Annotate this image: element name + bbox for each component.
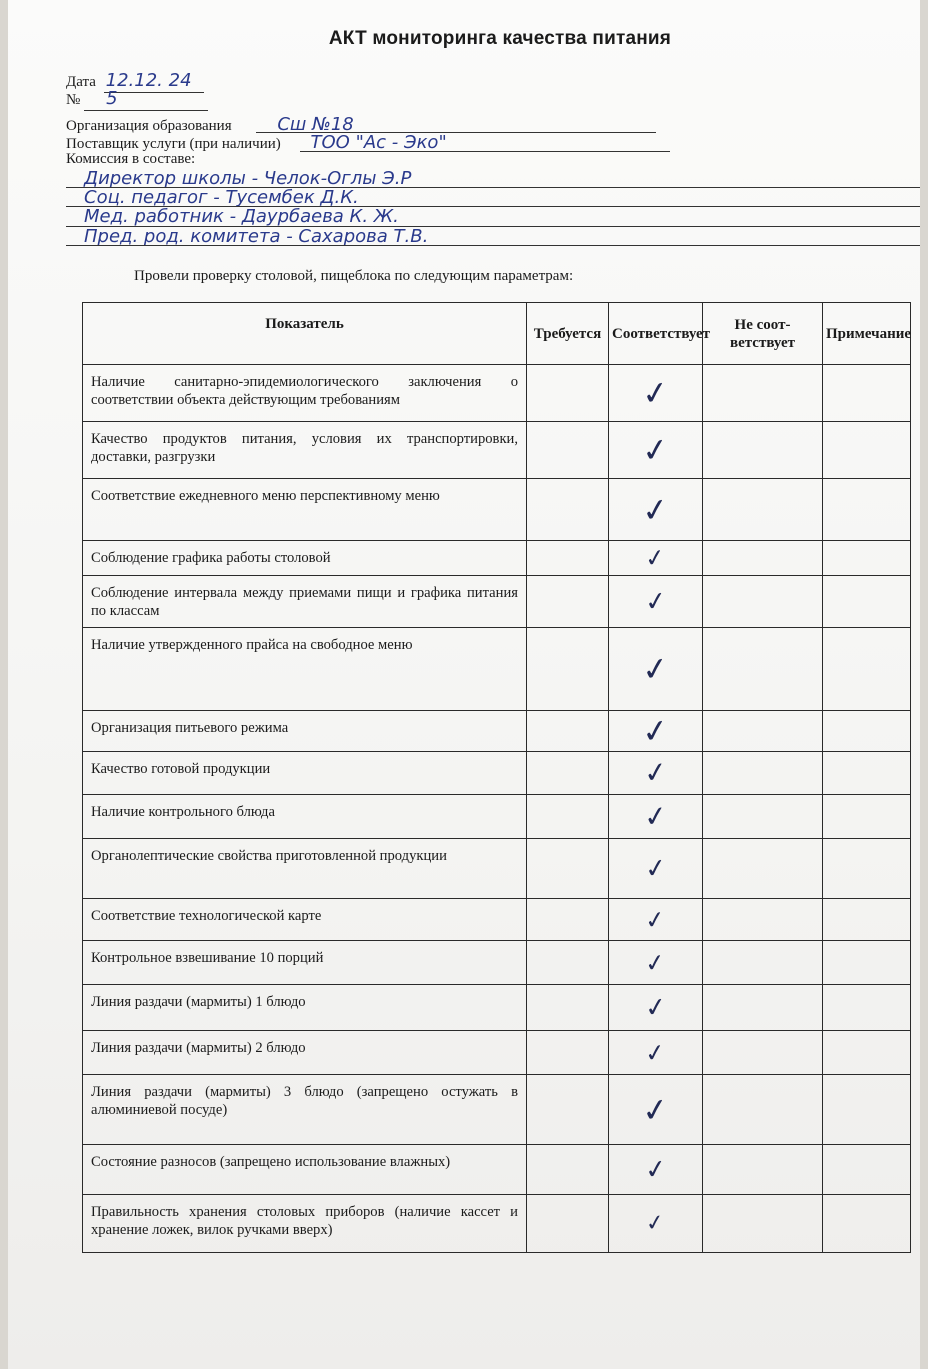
noncompliant-cell [703,1031,823,1075]
note-cell [823,422,911,479]
table-row [83,1195,911,1253]
required-cell [527,941,609,985]
column-header-required: Требуется [527,303,609,365]
compliant-cell [609,628,703,711]
supplier-label: Поставщик услуги (при наличии) [66,136,281,152]
checkmark: ✓ [641,798,670,834]
indicator-cell: Линия раздачи (мармиты) 2 блюдо [83,1031,527,1075]
document-sheet [8,0,920,1369]
checkmark: ✓ [642,852,669,885]
table-row [83,1145,911,1195]
noncompliant-cell [703,941,823,985]
indicator-cell: Соблюдение интервала между приемами пищи и графика питания по классам [83,576,527,628]
note-cell [823,628,911,711]
compliant-cell [609,1075,703,1145]
organization-label: Организация образования [66,118,232,134]
checkmark: ✓ [642,585,669,618]
indicator-cell: Наличие контрольного блюда [83,795,527,839]
compliant-cell [609,1145,703,1195]
commission-member: Соц. педагог - Тусембек Д.К. [84,187,359,208]
noncompliant-cell [703,576,823,628]
required-cell [527,839,609,899]
indicator-cell: Соответствие ежедневного меню перспективному меню [83,479,527,541]
compliant-cell [609,479,703,541]
date-underline [104,92,204,93]
required-cell [527,711,609,752]
table-row [83,711,911,752]
number-label: № [66,92,81,108]
indicator-cell: Линия раздачи (мармиты) 1 блюдо [83,985,527,1031]
checkmark: ✓ [643,904,668,935]
indicator-cell: Организация питьевого режима [83,711,527,752]
compliant-cell [609,422,703,479]
checkmark: ✓ [641,754,670,791]
column-header-compliant: Соответствует [609,303,703,365]
required-cell [527,541,609,576]
checkmark: ✓ [644,1209,667,1237]
table-row [83,365,911,422]
indicator-cell: Контрольное взвешивание 10 порций [83,941,527,985]
note-cell [823,985,911,1031]
commission-label: Комиссия в составе: [66,151,196,167]
compliant-cell [609,985,703,1031]
compliant-cell [609,541,703,576]
note-cell [823,541,911,576]
checkmark: ✓ [639,1088,672,1131]
checkmark: ✓ [639,488,672,531]
table-row [83,1075,911,1145]
commission-member: Директор школы - Челок-Оглы Э.Р [84,168,412,189]
required-cell [527,1075,609,1145]
supplier-underline [300,151,670,152]
indicator-cell: Соответствие технологической карте [83,899,527,941]
compliant-cell [609,1195,703,1253]
required-cell [527,1145,609,1195]
noncompliant-cell [703,1145,823,1195]
indicator-cell: Правильность хранения столовых приборов (наличие кассет и хранение ложек, вилок ручками вверх) [83,1195,527,1253]
indicator-cell: Состояние разносов (запрещено использование влажных) [83,1145,527,1195]
table-row [83,839,911,899]
checkmark: ✓ [639,429,672,471]
note-cell [823,1145,911,1195]
required-cell [527,1195,609,1253]
note-cell [823,576,911,628]
number-value: 5 [106,88,118,109]
checkmark: ✓ [643,947,668,978]
required-cell [527,365,609,422]
note-cell [823,365,911,422]
checkmark: ✓ [642,991,669,1024]
required-cell [527,795,609,839]
note-cell [823,1075,911,1145]
noncompliant-cell [703,365,823,422]
note-cell [823,839,911,899]
note-cell [823,1195,911,1253]
required-cell [527,479,609,541]
table-row [83,985,911,1031]
checkmark: ✓ [639,372,672,414]
intro-text: Провели проверку столовой, пищеблока по следующим параметрам: [134,268,574,284]
compliant-cell [609,711,703,752]
table-row [83,576,911,628]
required-cell [527,1031,609,1075]
indicator-cell: Наличие утвержденного прайса на свободное меню [83,628,527,711]
noncompliant-cell [703,752,823,795]
required-cell [527,752,609,795]
noncompliant-cell [703,1195,823,1253]
column-header-indicator: Показатель [83,303,527,365]
note-cell [823,752,911,795]
note-cell [823,711,911,752]
note-cell [823,479,911,541]
number-underline [84,110,208,111]
compliant-cell [609,899,703,941]
note-cell [823,899,911,941]
column-header-note: Примечание [823,303,911,365]
commission-member: Мед. работник - Даурбаева К. Ж. [84,206,399,227]
compliant-cell [609,795,703,839]
checkmark: ✓ [639,710,672,752]
table-row [83,541,911,576]
indicator-cell: Соблюдение графика работы столовой [83,541,527,576]
compliant-cell [609,576,703,628]
required-cell [527,576,609,628]
required-cell [527,628,609,711]
noncompliant-cell [703,711,823,752]
indicator-cell: Качество готовой продукции [83,752,527,795]
noncompliant-cell [703,422,823,479]
table-row [83,479,911,541]
document-title: АКТ мониторинга качества питания [328,28,672,49]
number-field [66,88,118,109]
table-header-row [83,303,911,365]
compliant-cell [609,839,703,899]
indicator-cell: Качество продуктов питания, условия их транспортировки, доставки, разгрузки [83,422,527,479]
compliant-cell [609,752,703,795]
noncompliant-cell [703,839,823,899]
note-cell [823,941,911,985]
indicator-cell: Наличие санитарно-эпидемиологического заключения о соответствии объекта действующим требованиям [83,365,527,422]
supplier-value: ТОО "Ас - Эко" [310,132,447,153]
supplier-field [66,132,447,153]
compliant-cell [609,365,703,422]
indicator-cell: Линия раздачи (мармиты) 3 блюдо (запрещено остужать в алюминиевой посуде) [83,1075,527,1145]
note-cell [823,1031,911,1075]
date-label: Дата [66,74,96,90]
noncompliant-cell [703,899,823,941]
column-header-noncompliant: Не соот-ветствует [703,303,823,365]
inspection-table [82,302,911,1253]
indicator-cell: Органолептические свойства приготовленной продукции [83,839,527,899]
required-cell [527,422,609,479]
checkmark: ✓ [639,648,672,690]
noncompliant-cell [703,541,823,576]
table-row [83,628,911,711]
checkmark: ✓ [642,1153,669,1186]
commission-member: Пред. род. комитета - Сахарова Т.В. [84,226,429,247]
table-row [83,795,911,839]
noncompliant-cell [703,479,823,541]
organization-value: Сш №18 [277,114,354,135]
compliant-cell [609,1031,703,1075]
checkmark: ✓ [643,542,668,574]
table-row [83,1031,911,1075]
required-cell [527,899,609,941]
table-row [83,941,911,985]
date-value: 12.12. 24 [105,70,192,91]
compliant-cell [609,941,703,985]
noncompliant-cell [703,1075,823,1145]
checkmark: ✓ [643,1037,668,1068]
noncompliant-cell [703,985,823,1031]
table-row [83,899,911,941]
noncompliant-cell [703,628,823,711]
required-cell [527,985,609,1031]
table-row [83,422,911,479]
noncompliant-cell [703,795,823,839]
table-row [83,752,911,795]
commission-line [66,245,920,246]
note-cell [823,795,911,839]
